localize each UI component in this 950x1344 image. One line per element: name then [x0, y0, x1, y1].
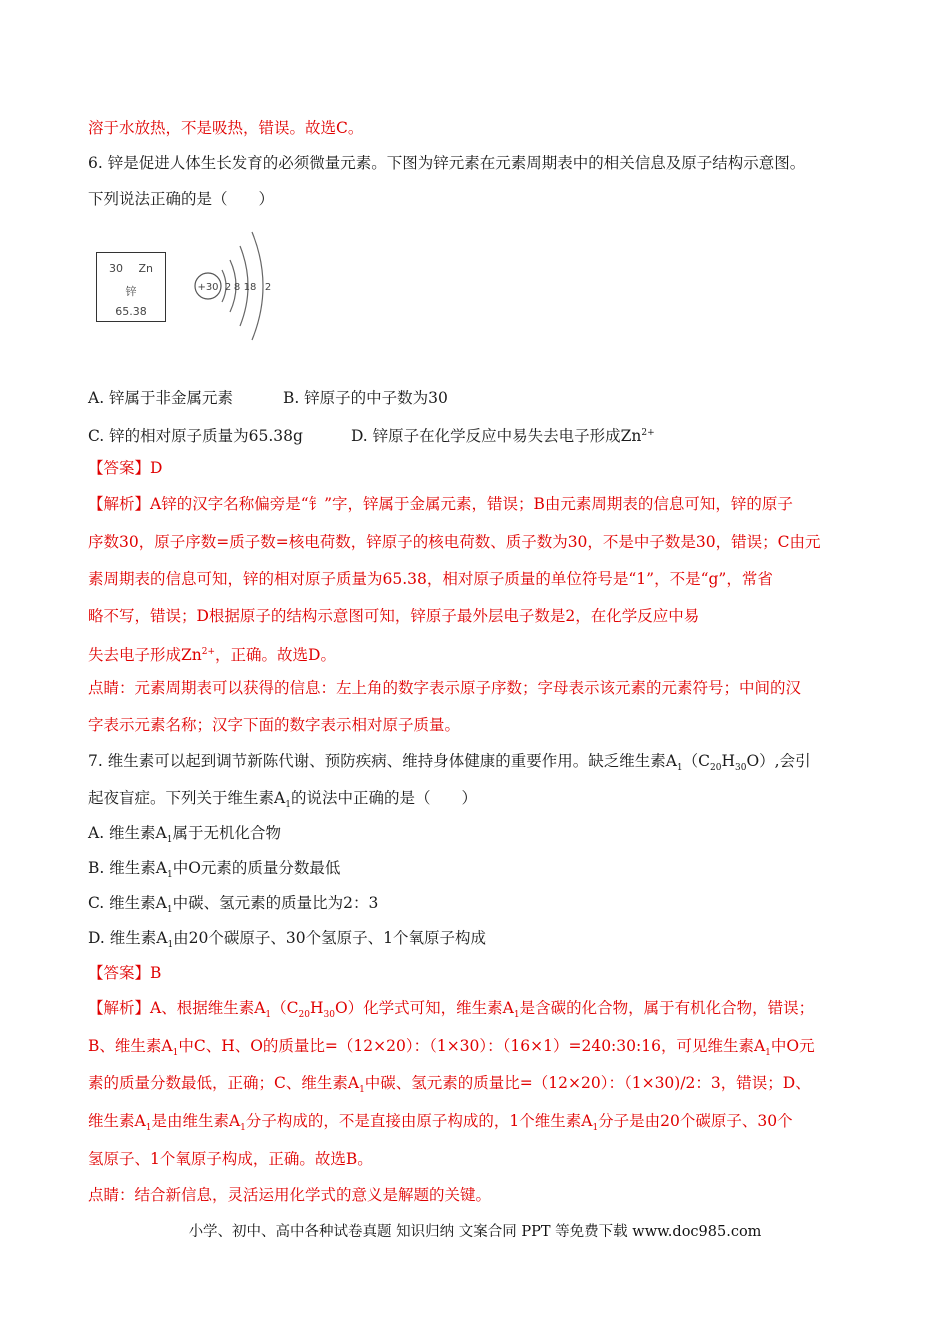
q7-option-c: C. 维生素$A_1$中碳、氢元素的质量比为2：3 — [88, 894, 379, 916]
q6-option-c: C. 锌的相对原子质量为65.38g — [88, 427, 303, 446]
q6-stem-line1: 6. 锌是促进人体生长发育的必须微量元素。下图为锌元素在元素周期表中的相关信息及原子结构示意图。 — [88, 154, 806, 172]
q7-option-d: D. 维生素$A_1$由20个碳原子、30个氢原子、1个氧原子构成 — [88, 929, 486, 951]
q7-analysis-4: 维生素$A_1$是由维生素$A_1$分子构成的，不是直接由原子构成的，1个维生素$A_1$分子是由20个碳原子、30个 — [88, 1112, 793, 1134]
q6-tip-1: 点睛：元素周期表可以获得的信息：左上角的数字表示原子序数；字母表示该元素的元素符号；中间的汉 — [88, 679, 802, 697]
nucleus-charge: +30 — [197, 282, 219, 293]
q6-tip-2: 字表示元素名称；汉字下面的数字表示相对原子质量。 — [88, 716, 461, 734]
q7-option-b: B. 维生素$A_1$中O元素的质量分数最低 — [88, 859, 341, 881]
shell-count-3: 18 — [243, 282, 257, 293]
q6-answer: 【答案】D — [88, 459, 163, 477]
q6-stem-line2: 下列说法正确的是（ ） — [88, 190, 275, 208]
shell-count-4: 2 — [264, 282, 272, 293]
q6-analysis-5: 失去电子形成$Zn^{2+}$，正确。故选D。 — [88, 646, 336, 665]
q6-option-b: B. 锌原子的中子数为30 — [282, 389, 448, 407]
q7-tip: 点睛：结合新信息，灵活运用化学式的意义是解题的关键。 — [88, 1186, 492, 1204]
q7-stem-line2: 起夜盲症。下列关于维生素$A_1$的说法中正确的是（ ） — [88, 789, 477, 811]
q6-analysis-1: 【解析】A锌的汉字名称偏旁是“钅”字，锌属于金属元素，错误；B由元素周期表的信息可知，锌的原子 — [88, 495, 793, 513]
atomic-number: 30 — [109, 262, 123, 275]
q7-analysis-3: 素的质量分数最低，正确；C、维生素$A_1$中碳、氢元素的质量比=（12×20）：（1×30)/2：3，错误；D、 — [88, 1074, 811, 1096]
q6-options-row2 — [88, 422, 870, 447]
atomic-structure-diagram — [188, 226, 283, 346]
q7-analysis-1: 【解析】A、根据维生素$A_1(C_{20}H_{30}O)$化学式可知，维生素$A_1$是含碳的化合物，属于有机化合物，错误； — [88, 999, 815, 1021]
q7-stem-line1: 7. 维生素可以起到调节新陈代谢、预防疾病、维持身体健康的重要作用。缺乏维生素$A_1(C_{20}H_{30}O)$,会引 — [88, 752, 811, 774]
shell-count-2: 8 — [233, 282, 241, 293]
element-symbol: Zn — [138, 262, 153, 275]
page-footer: 小学、初中、高中各种试卷真题 知识归纳 文案合同 PPT 等免费下载 www.doc985.com — [188, 1224, 762, 1240]
q6-options-row1 — [88, 387, 870, 409]
q6-option-d: D. 锌原子在化学反应中易失去电子形成$Zn^{2+}$ — [350, 427, 655, 446]
atomic-mass: 65.38 — [115, 305, 147, 318]
q6-analysis-4: 略不写，错误；D根据原子的结构示意图可知，锌原子最外层电子数是2，在化学反应中易 — [88, 607, 700, 625]
q7-option-a: A. 维生素$A_1$属于无机化合物 — [88, 824, 281, 846]
q6-analysis-2: 序数30，原子序数=质子数=核电荷数，锌原子的核电荷数、质子数为30，不是中子数是30，错误；C由元 — [88, 533, 821, 551]
q7-analysis-2: B、维生素$A_1$中C、H、O的质量比=（12×20）：（1×30）：（16×1）=240:30:16，可见维生素$A_1$中O元 — [88, 1037, 815, 1059]
q7-answer: 【答案】B — [88, 964, 162, 982]
q7-analysis-5: 氢原子、1个氧原子构成，正确。故选B。 — [88, 1150, 373, 1168]
element-name: 锌 — [125, 285, 137, 298]
q6-analysis-3: 素周期表的信息可知，锌的相对原子质量为65.38，相对原子质量的单位符号是“1”，不是“g”，常省 — [88, 570, 773, 588]
q6-option-a: A. 锌属于非金属元素 — [88, 389, 234, 407]
shell-count-1: 2 — [224, 282, 232, 293]
periodic-table-cell — [96, 252, 166, 322]
analysis-tail: 溶于水放热，不是吸热，错误。故选C。 — [88, 119, 364, 137]
